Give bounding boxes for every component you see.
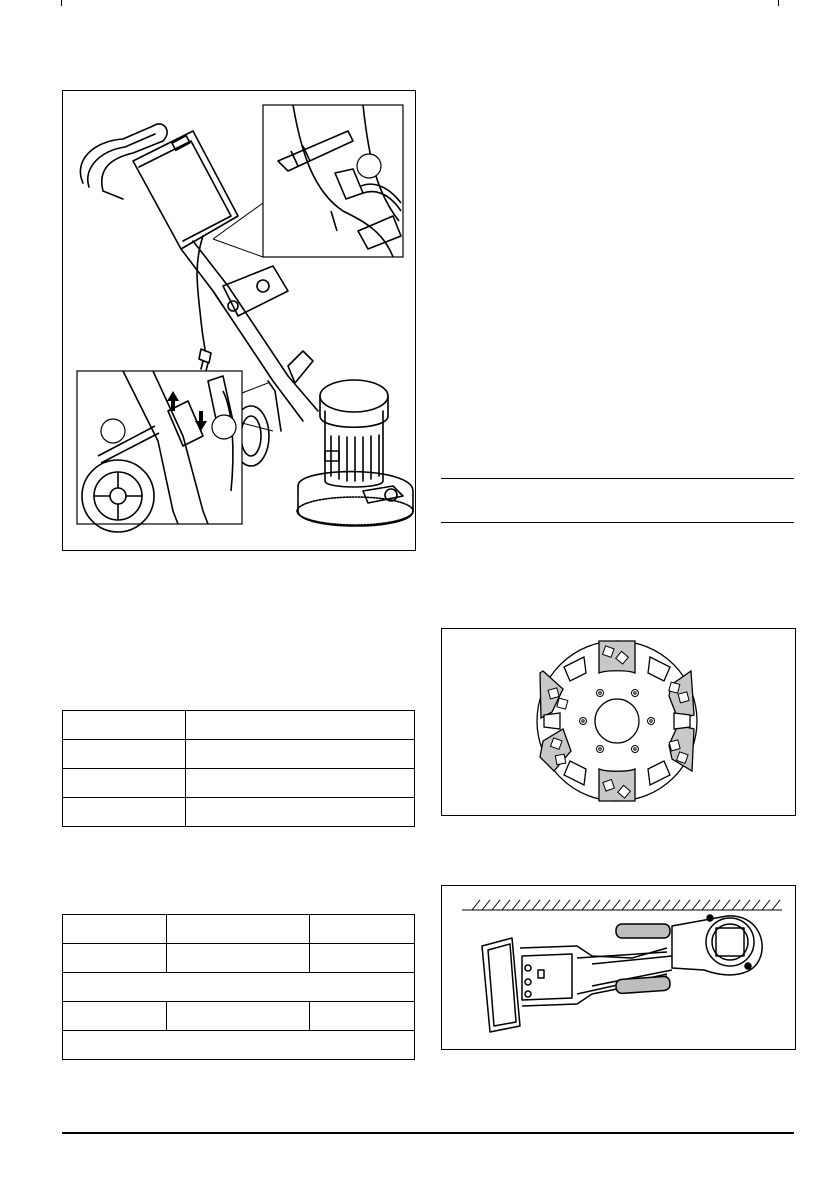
table-cell [167, 944, 310, 973]
disc-center-hole [595, 699, 639, 743]
table-row [63, 769, 415, 798]
table-row [63, 798, 415, 827]
assembly-figure [62, 90, 416, 551]
motor-top-view [706, 918, 754, 966]
table-2 [62, 914, 415, 1060]
table-row [63, 973, 415, 1002]
inset-plug-detail [213, 105, 403, 257]
top-right-crop-mark [778, 0, 779, 6]
table-row [63, 1002, 415, 1031]
table-row [63, 1031, 415, 1060]
inset-wheel-detail [77, 371, 273, 532]
callout-circle-3 [212, 415, 236, 439]
table-cell [186, 740, 415, 769]
table-cell [63, 973, 415, 1002]
table-cell [310, 944, 415, 973]
wheel-bottom [616, 976, 671, 994]
callout-circle-2 [101, 419, 125, 443]
section-rule-bottom [441, 522, 794, 523]
table-row [63, 711, 415, 740]
wheel-top [616, 924, 670, 938]
top-left-crop-mark [61, 0, 62, 6]
table-cell [186, 798, 415, 827]
grinder-illustration [63, 91, 415, 550]
table-cell [310, 1002, 415, 1031]
power-cable [197, 236, 205, 351]
callout-circle-1 [357, 154, 381, 178]
table-1 [62, 710, 415, 827]
table-cell [186, 711, 415, 740]
footer-rule [62, 1132, 794, 1134]
table-cell [63, 1031, 415, 1060]
section-rule-top [441, 478, 794, 479]
top-view-illustration [442, 886, 795, 1049]
table-cell [63, 944, 167, 973]
grinding-disc-figure [441, 628, 796, 816]
table-row [63, 740, 415, 769]
control-box [133, 131, 238, 249]
table-cell [186, 769, 415, 798]
table-cell [167, 1002, 310, 1031]
table-cell [63, 740, 186, 769]
table-cell [63, 769, 186, 798]
table-cell [63, 915, 167, 944]
table-row [63, 915, 415, 944]
grinding-disc-illustration [442, 629, 795, 815]
top-view-figure [441, 885, 796, 1050]
table-cell [310, 915, 415, 944]
table-cell [63, 798, 186, 827]
wall-hatching [472, 900, 780, 910]
table-cell [63, 711, 186, 740]
table-row [63, 944, 415, 973]
table-cell [63, 1002, 167, 1031]
table-cell [167, 915, 310, 944]
